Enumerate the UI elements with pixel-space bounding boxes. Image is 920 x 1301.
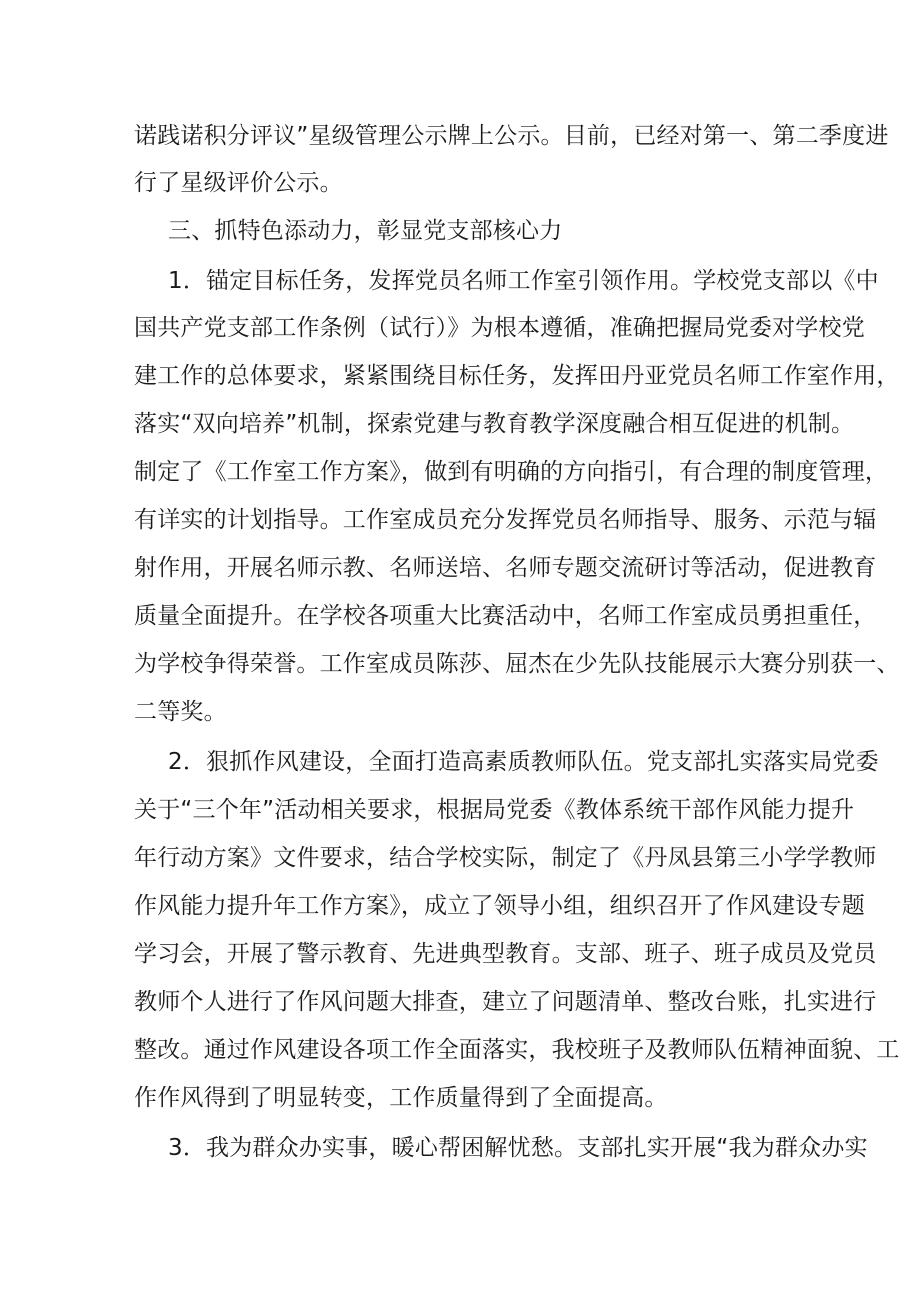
text-line: 2．狠抓作风建设，全面打造高素质教师队伍。党支部扎实落实局党委 bbox=[168, 749, 879, 775]
text-line: 为学校争得荣誉。工作室成员陈莎、屈杰在少先队技能展示大赛分别获一、 bbox=[134, 651, 900, 677]
text-line: 关于“三个年”活动相关要求，根据局党委《教体系统干部作风能力提升 bbox=[134, 797, 855, 823]
text-line: 射作用，开展名师示教、名师送培、名师专题交流研讨等活动，促进教育 bbox=[134, 555, 877, 581]
text-line: 落实“双向培养”机制，探索党建与教育教学深度融合相互促进的机制。 bbox=[134, 411, 855, 437]
text-line: 作作风得到了明显转变，工作质量得到了全面提高。 bbox=[134, 1085, 668, 1111]
text-line: 制定了《工作室工作方案》，做到有明确的方向指引，有合理的制度管理， bbox=[134, 459, 889, 485]
text-line: 整改。通过作风建设各项工作全面落实，我校班子及教师队伍精神面貌、工 bbox=[134, 1037, 900, 1063]
text-line: 国共产党支部工作条例（试行）》为根本遵循，准确把握局党委对学校党 bbox=[134, 315, 865, 341]
text-line: 建工作的总体要求，紧紧围绕目标任务，发挥田丹亚党员名师工作室作用， bbox=[134, 363, 900, 389]
section-heading: 三、抓特色添动力，彰显党支部核心力 bbox=[168, 218, 563, 244]
text-line: 1．锚定目标任务，发挥党员名师工作室引领作用。学校党支部以《中 bbox=[168, 268, 879, 294]
text-line: 质量全面提升。在学校各项重大比赛活动中，名师工作室成员勇担重任， bbox=[134, 603, 877, 629]
text-line: 年行动方案》文件要求，结合学校实际，制定了《丹凤县第三小学学教师 bbox=[134, 845, 877, 871]
text-line: 二等奖。 bbox=[134, 699, 227, 725]
text-line: 学习会，开展了警示教育、先进典型教育。支部、班子、班子成员及党员 bbox=[134, 941, 877, 967]
text-line: 教师个人进行了作风问题大排查，建立了问题清单、整改台账，扎实进行 bbox=[134, 989, 877, 1015]
text-line: 作风能力提升年工作方案》，成立了领导小组，组织召开了作风建设专题 bbox=[134, 893, 865, 919]
text-line: 3．我为群众办实事，暖心帮困解忧愁。支部扎实开展“我为群众办实 bbox=[168, 1135, 868, 1161]
text-line: 行了星级评价公示。 bbox=[134, 170, 343, 196]
text-line: 有详实的计划指导。工作室成员充分发挥党员名师指导、服务、示范与辐 bbox=[134, 507, 877, 533]
text-line: 诺践诺积分评议”星级管理公示牌上公示。目前，已经对第一、第二季度进 bbox=[134, 123, 889, 149]
